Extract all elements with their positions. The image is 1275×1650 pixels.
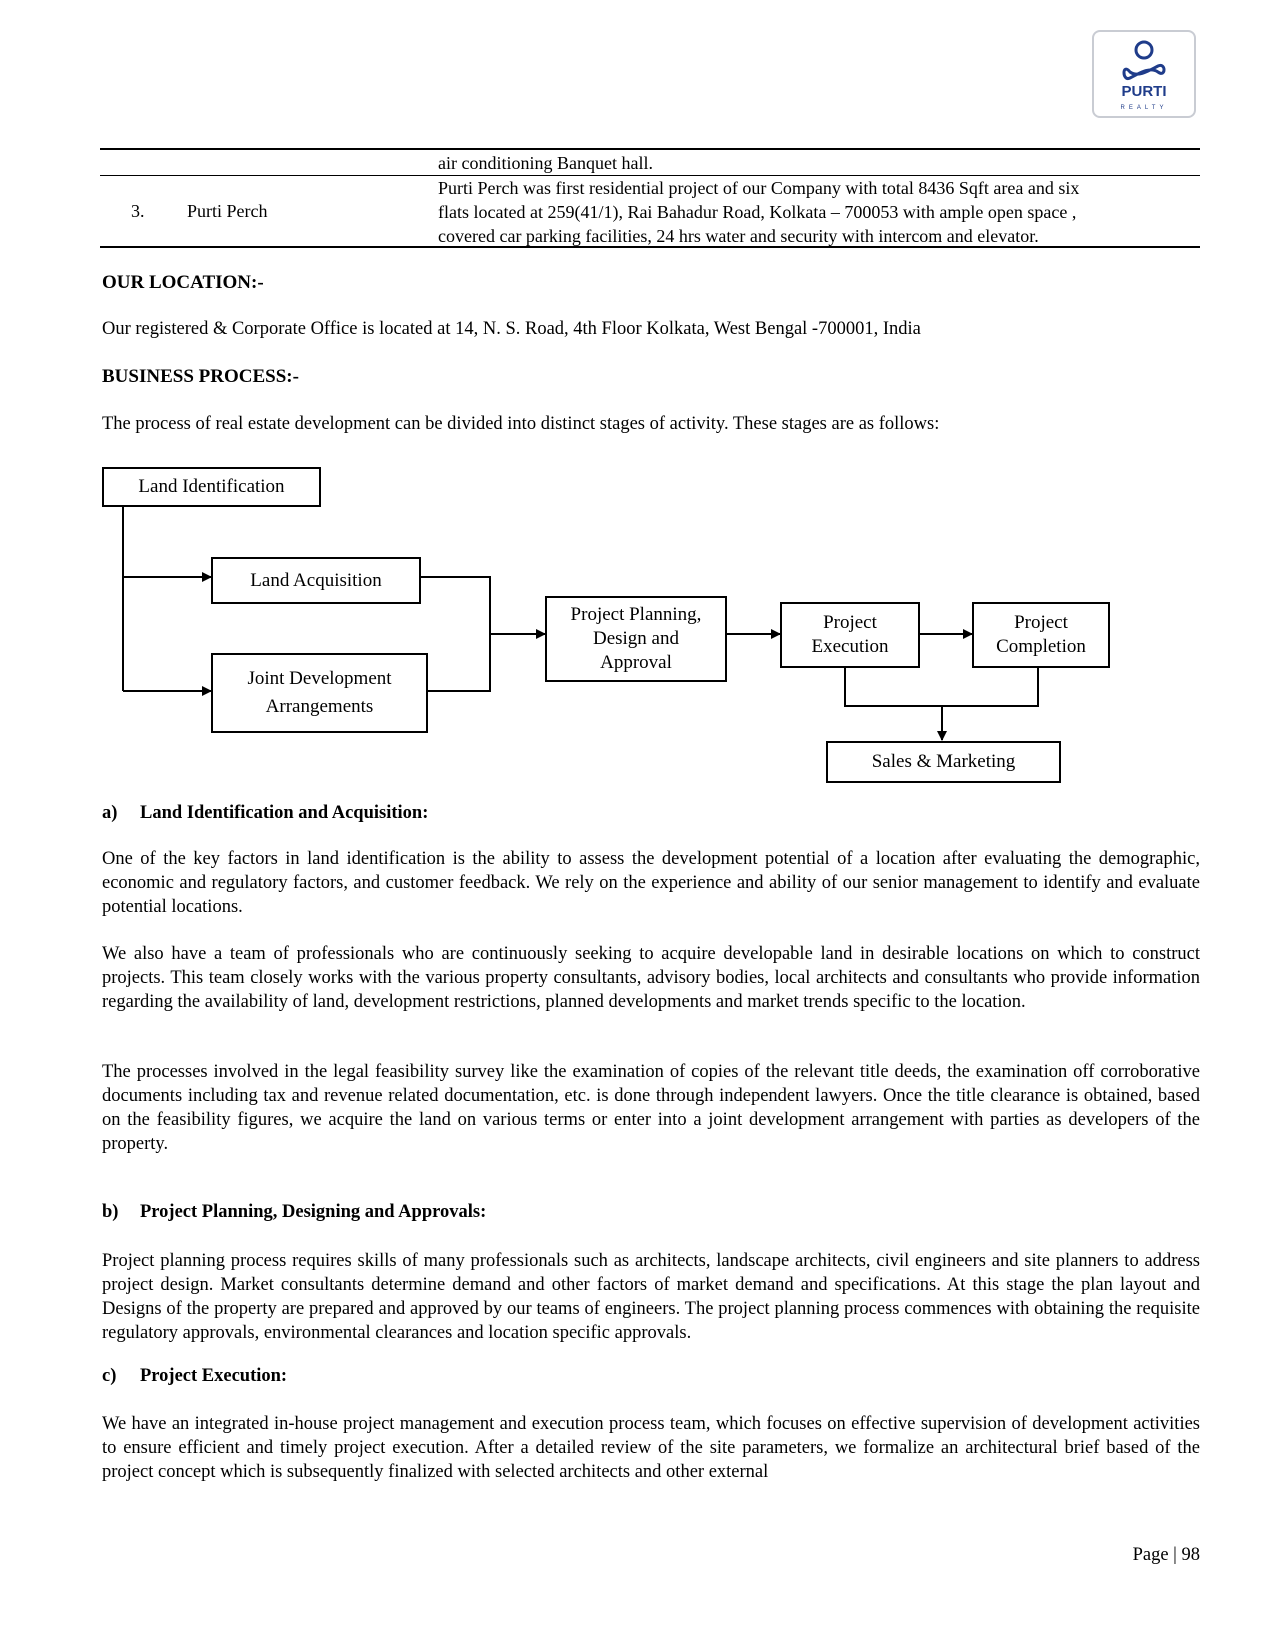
- section-a-paragraph-2: We also have a team of professionals who are continuously seeking to acquire developable land in desirable locations on which to construct projects. This team closely works with the various property consultants, advisory bodies, local architects and consultants who provide information regarding the availability of land, development restrictions, planned developments and market trends specific to the location.: [102, 944, 1200, 1012]
- section-b-heading: [102, 1202, 486, 1223]
- logo-tagline: REALTY: [1120, 105, 1168, 111]
- table-continuation-text: air conditioning Banquet hall.: [438, 153, 653, 173]
- section-a-title: Land Identification and Acquisition:: [140, 803, 429, 823]
- table-row-name: Purti Perch: [187, 201, 268, 221]
- table-row-number: 3.: [131, 201, 145, 221]
- location-heading: OUR LOCATION:-: [102, 272, 264, 293]
- logo-brand: PURTI: [1121, 83, 1167, 100]
- flow-sales-marketing: Sales & Marketing: [826, 741, 1061, 783]
- connector-merge: [421, 577, 490, 691]
- business-process-heading: BUSINESS PROCESS:-: [102, 366, 299, 387]
- flow-land-identification: Land Identification: [102, 467, 321, 507]
- section-c-heading: [102, 1366, 287, 1387]
- flow-project-execution: Project Execution: [780, 602, 920, 668]
- flow-land-acquisition: Land Acquisition: [211, 557, 421, 604]
- section-c-label: c): [102, 1366, 117, 1386]
- business-process-intro: The process of real estate development can be divided into distinct stages of activity. These stages are as follows:: [102, 414, 940, 434]
- section-a-label: a): [102, 803, 118, 823]
- section-c-paragraph-1: We have an integrated in-house project management and execution process team, which focuses on effective supervision of development activities to ensure efficient and timely project execution. After a detailed review of the site parameters, we formalize an architectural brief based of the project concept which is subsequently finalized with selected architects and other external: [102, 1414, 1200, 1482]
- section-a-heading: [102, 803, 428, 824]
- section-b-paragraph-1: Project planning process requires skills of many professionals such as architects, landscape architects, civil engineers and site planners to address project design. Market consultants determine demand and other factors of market demand and specifications. At this stage the plan layout and Designs of the property are prepared and approved by our teams of engineers. The project planning process commences with obtaining the requisite regulatory approvals, environmental clearances and location specific approvals.: [102, 1251, 1200, 1343]
- flow-project-completion: Project Completion: [972, 602, 1110, 668]
- flow-project-planning: Project Planning, Design and Approval: [545, 596, 727, 682]
- table-row-description: Purti Perch was first residential project of our Company with total 8436 Sqft area and six flats located at 259(41/1), Rai Bahadur Road, Kolkata – 700053 with ample open space , covered car parking facilities, 24 hrs water and security with intercom and elevator.: [438, 178, 1080, 246]
- page-number: Page | 98: [1132, 1545, 1200, 1565]
- section-b-title: Project Planning, Designing and Approvals:: [140, 1202, 487, 1222]
- section-c-title: Project Execution:: [140, 1366, 288, 1386]
- connector-to-sales: [845, 667, 1038, 706]
- section-a-paragraph-1: One of the key factors in land identification is the ability to assess the development potential of a location after evaluating the demographic, economic and regulatory factors, and customer feedback. We rely on the experience and ability of our senior management to identify and evaluate potential locations.: [102, 849, 1200, 917]
- section-b-label: b): [102, 1202, 119, 1222]
- location-text: Our registered & Corporate Office is located at 14, N. S. Road, 4th Floor Kolkata, West Bengal -700001, India: [102, 319, 921, 339]
- flow-joint-development: Joint Development Arrangements: [211, 653, 428, 733]
- section-a-paragraph-3: The processes involved in the legal feasibility survey like the examination of copies of the relevant title deeds, the examination off corroborative documents including tax and revenue related documentation, etc. is done through independent lawyers. Once the title clearance is obtained, based on the feasibility figures, we acquire the land on various terms or enter into a joint development arrangement with parties as developers of the property.: [102, 1062, 1200, 1154]
